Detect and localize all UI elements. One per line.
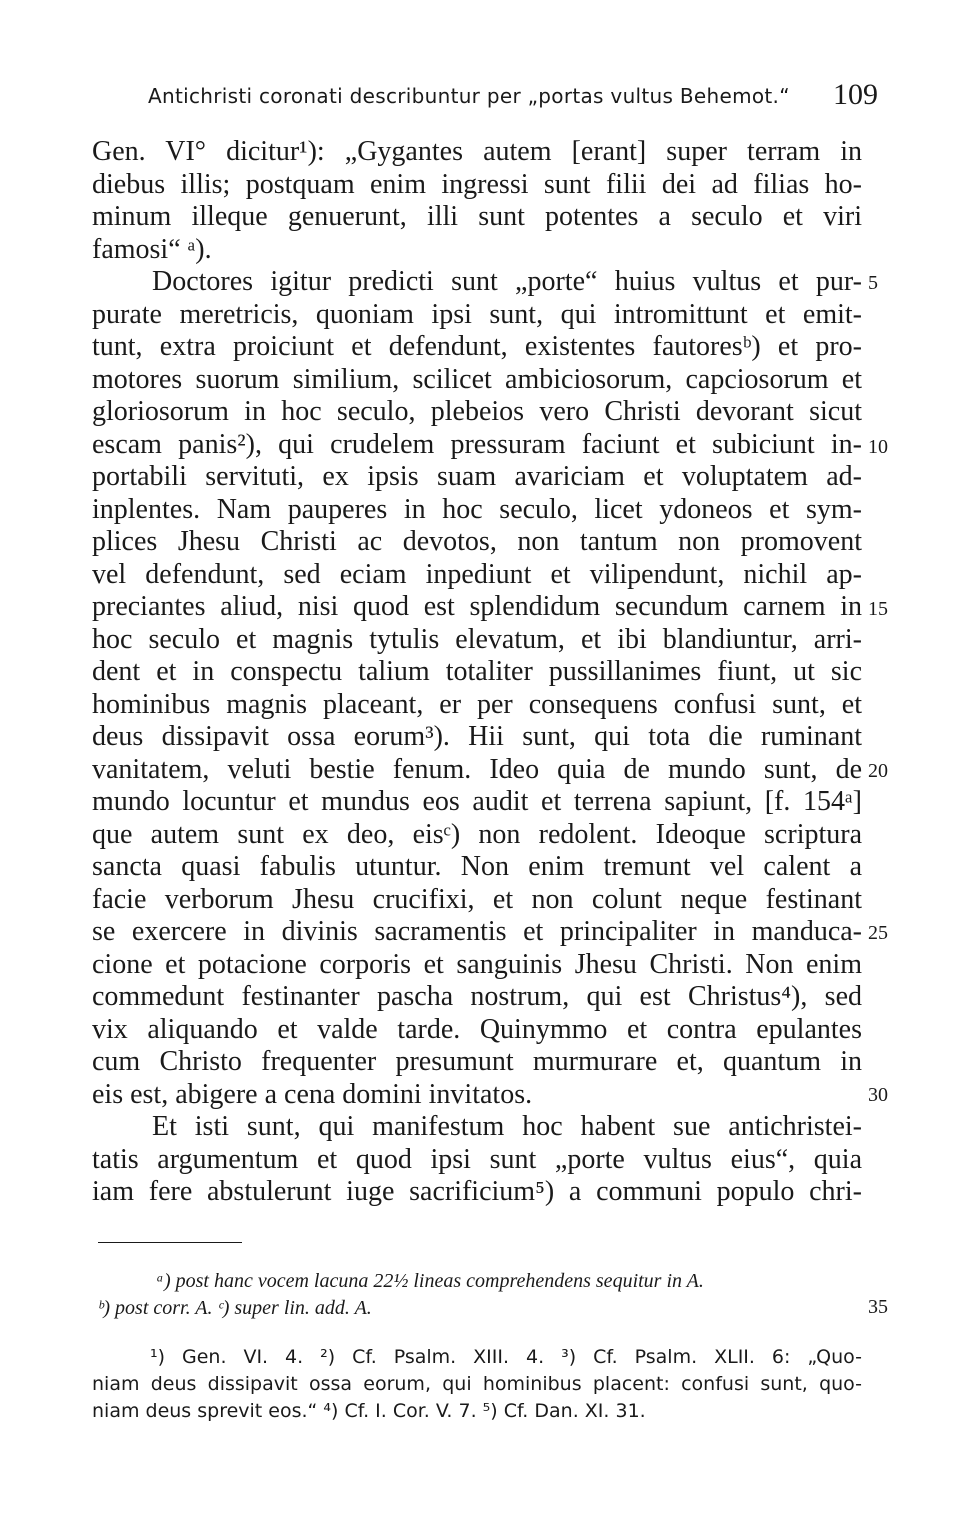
line-number: 10 <box>868 436 888 458</box>
footnote-rule <box>98 1242 242 1243</box>
text-line: tunt, extra proiciunt et defendunt, existentes fautoresᵇ) et pro- <box>92 331 862 362</box>
text-line: hominibus magnis placeant, er per consequens confusi sunt, et <box>92 688 862 720</box>
line-number: 15 <box>868 598 888 620</box>
text-line: portabili servituti, ex ipsis suam avariciam et voluptatem ad- <box>92 461 862 492</box>
text-line: sancta quasi fabulis utuntur. Non enim tremunt vel calent a <box>92 851 862 882</box>
text-line: minum illeque genuerunt, illi sunt potentes a seculo et viri <box>92 201 862 232</box>
text-line: que autem sunt ex deo, eisᶜ) non redolent. Ideoque scriptura <box>92 818 862 850</box>
text-line: deus dissipavit ossa eorum³). Hii sunt, qui tota die ruminant <box>92 721 862 752</box>
text-line: mundo locuntur et mundus eos audit et terrena sapiunt, [f. 154ᵃ] <box>92 786 862 817</box>
source-note: ¹) Gen. VI. 4. ²) Cf. Psalm. XIII. 4. ³) Cf. Psalm. XLII. 6: „Quo- <box>150 1346 862 1368</box>
text-line: inplentes. Nam pauperes in hoc seculo, licet ydoneos et sym- <box>92 493 862 525</box>
text-line: Et isti sunt, qui manifestum hoc habent sue antichristei- <box>152 1111 862 1142</box>
page-header <box>148 78 878 118</box>
text-line: motores suorum similium, scilicet ambiciosorum, capciosorum et <box>92 363 862 395</box>
text-line: dent et in conspectu talium totaliter pussillanimes fiunt, ut sic <box>92 656 862 687</box>
source-note: niam deus dissipavit ossa eorum, qui hominibus placent: confusi sunt, quo- <box>92 1373 862 1395</box>
line-number: 20 <box>868 760 888 782</box>
text-line: vel defendunt, sed eciam inpediunt et vilipendunt, nichil ap- <box>92 558 862 590</box>
text-line: commedunt festinanter pascha nostrum, qui est Christus⁴), sed <box>92 981 862 1012</box>
line-number: 5 <box>868 272 878 294</box>
text-line: Doctores igitur predicti sunt „porte“ huius vultus et pur- <box>152 266 862 297</box>
text-line: cione et potacione corporis et sanguinis Jhesu Christi. Non enim <box>92 948 862 980</box>
running-head: Antichristi coronati describuntur per „portas vultus Behemot.“ <box>148 84 790 108</box>
footnotes <box>92 1268 862 1425</box>
text-line: vix aliquando et valde tarde. Quinymmo et contra epulantes <box>92 1013 862 1045</box>
text-line: iam fere abstulerunt iuge sacrificium⁵) a communi populo chri- <box>92 1176 862 1207</box>
critical-note: ᵃ) post hanc vocem lacuna 22½ lineas comprehendens sequitur in A. <box>156 1270 704 1292</box>
text-line: cum Christo frequenter presumunt murmurare et, quantum in <box>92 1046 862 1077</box>
text-line: famosi“ ᵃ). <box>92 233 212 265</box>
text-line: purate meretricis, quoniam ipsi sunt, qui intromittunt et emit- <box>92 298 862 330</box>
text-line: escam panis²), qui crudelem pressuram faciunt et subiciunt in- <box>92 428 862 460</box>
text-line: facie verborum Jhesu crucifixi, et non colunt neque festinant <box>92 883 862 915</box>
text-line: preciantes aliud, nisi quod est splendidum secundum carnem in <box>92 591 862 622</box>
text-line: vanitatem, veluti bestie fenum. Ideo quia de mundo sunt, de <box>92 753 862 785</box>
text-line: diebus illis; postquam enim ingressi sunt filii dei ad filias ho- <box>92 168 862 200</box>
page-number: 109 <box>833 78 878 111</box>
text-line: Gen. VI° dicitur¹): „Gygantes autem [erant] super terram in <box>92 136 862 167</box>
text-line: gloriosorum in hoc seculo, plebeios vero Christi devorant sicut <box>92 396 862 427</box>
text-line: plices Jhesu Christi ac devotos, non tantum non promovent <box>92 526 862 557</box>
line-number: 35 <box>868 1296 888 1318</box>
text-line: eis est, abigere a cena domini invitatos. <box>92 1078 533 1110</box>
text-line: se exercere in divinis sacramentis et principaliter in manduca- <box>92 916 862 947</box>
text-line: hoc seculo et magnis tytulis elevatum, et ibi blandiuntur, arri- <box>92 623 862 655</box>
text-line: tatis argumentum et quod ipsi sunt „porte vultus eius“, quia <box>92 1143 862 1175</box>
line-number: 25 <box>868 922 888 944</box>
source-note: niam deus sprevit eos.“ ⁴) Cf. I. Cor. V. 7. ⁵) Cf. Dan. XI. 31. <box>92 1400 646 1422</box>
line-number: 30 <box>868 1084 888 1106</box>
main-text <box>92 136 862 1209</box>
critical-note: ᵇ) post corr. A. ᶜ) super lin. add. A. <box>98 1297 372 1319</box>
